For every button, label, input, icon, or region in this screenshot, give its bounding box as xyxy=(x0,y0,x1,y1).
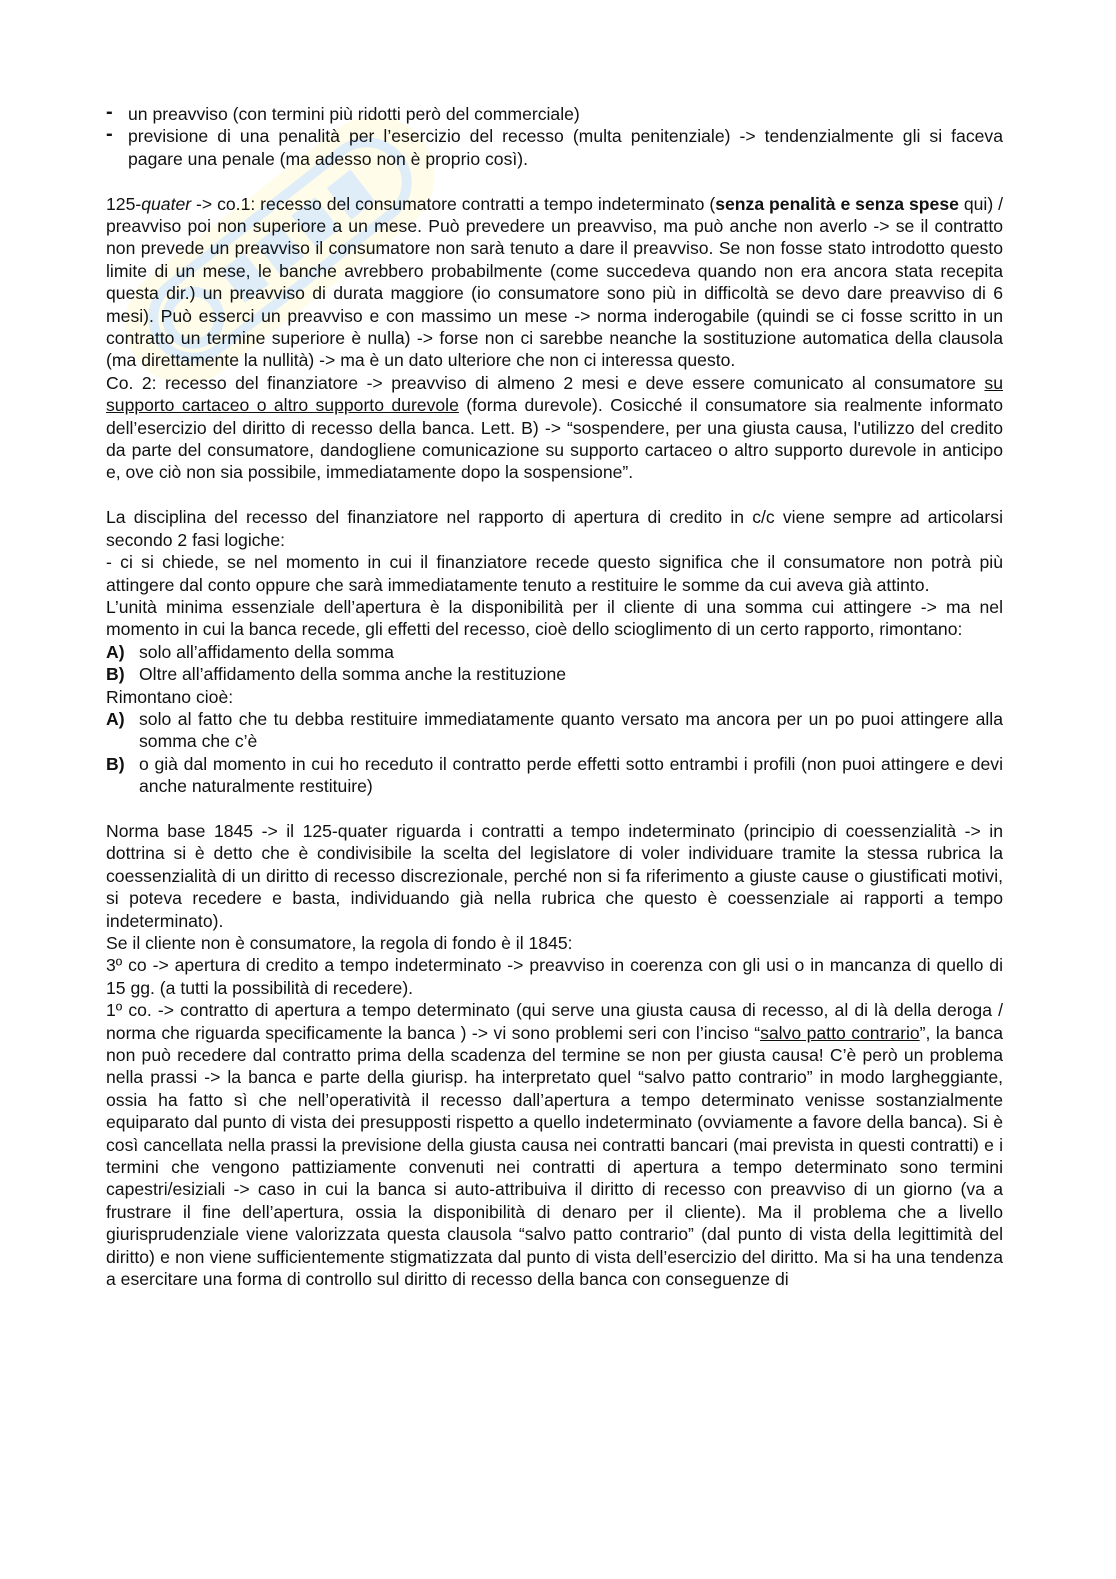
list-item-preavviso: - un preavviso (con termini più ridotti però del commerciale) xyxy=(106,103,1003,125)
list-item-penalita: - previsione di una penalità per l’esercizio del recesso (multa penitenziale) -> tendenzialmente gli si faceva pagare una penale (ma adesso non è proprio così). xyxy=(106,125,1003,170)
paragraph-rimontano: Rimontano cioè: xyxy=(106,686,234,707)
document-page xyxy=(106,103,1003,1290)
list-item-a: A) solo al fatto che tu debba restituire immediatamente quanto versato ma ancora per un po puoi attingere alla somma che c’è xyxy=(106,708,1003,752)
list-item-b: B) o già dal momento in cui ho receduto il contratto perde effetti sotto entrambi i profili (non puoi attingere e devi anche naturalmente restituire) xyxy=(106,753,1003,797)
paragraph-disciplina: La disciplina del recesso del finanziatore nel rapporto di apertura di credito in c/c viene sempre ad articolarsi secondo 2 fasi logiche: xyxy=(106,507,1003,550)
list-item-a: A) solo all’affidamento della somma xyxy=(106,641,394,662)
paragraph-125-quater-co1: 125-quater -> co.1: recesso del consumatore contratti a tempo indeterminato (senza penalità e senza spese qui) / preavviso poi non superiore a un mese. Può prevedere un preavviso, ma può anche non averlo -> se il contratto non prevede un preavviso il consumatore non sarà tenuto a dare il preavviso. Se non fosse stato introdotto questo limite di un mese, le banche avrebbero probabilmente (come succedeva quando non era ancora stata recepita questa dir.) un preavviso di durata maggiore (io consumatore sono più in difficoltà se devo dare preavviso di 6 mesi). Può esserci un preavviso e con massimo un mese -> norma inderogabile (quindi se ci fosse scritto in un contratto un termine superiore è nulla) -> forse non ci sarebbe neanche la sostituzione automatica della clausola (ma direttamente la nullità) -> ma è un dato ulteriore che non ci interessa questo. xyxy=(106,193,1003,371)
list-item-b: B) Oltre all’affidamento della somma anche la restituzione xyxy=(106,664,567,685)
paragraph-cliente-non-consumatore: Se il cliente non è consumatore, la regola di fondo è il 1845: xyxy=(106,932,573,953)
paragraph-unita-minima: L’unità minima essenziale dell’apertura è la disponibilità per il cliente di una somma cui attingere -> ma nel momento in cui la banca recede, gli effetti del recesso, cioè dello scioglimento di un certo rapporto, rimontano: xyxy=(106,596,1003,640)
paragraph-co2: Co. 2: recesso del finanziatore -> preavviso di almeno 2 mesi e deve essere comunicato al consumatore su supporto cartaceo o altro supporto durevole (forma durevole). Cosicché il consumatore sia realmente informato dell’esercizio del diritto di recesso della banca. Lett. B) -> “sospendere, per una giusta causa, l'utilizzo del credito da parte del consumatore, dandogliene comunicazione su supporto cartaceo o altro supporto durevole in anticipo e, ove ciò non sia possibile, immediatamente dopo la sospensione”. xyxy=(106,372,1004,483)
paragraph-norma-base: Norma base 1845 -> il 125-quater riguarda i contratti a tempo indeterminato (principio di coessenzialità -> in dottrina si è detto che è condivisibile la scelta del legislatore di voler individuare tramite la stessa rubrica la coessenzialità di un diritto di recesso discrezionale, perché non si fa riferimento a giuste cause o giustificati motivi, si poteva recedere e basta, individuando già nella rubrica che questo è coessenziale ai rapporti a tempo indeterminato). xyxy=(106,820,1003,931)
paragraph-1-co: 1º co. -> contratto di apertura a tempo determinato (qui serve una giusta causa di recesso, al di là della deroga / norma che riguarda specificamente la banca ) -> vi sono problemi seri con l’inciso “salvo patto contrario”, la banca non può recedere dal contratto prima della scadenza del termine se non per giusta causa! C’è però un problema nella prassi -> la banca e parte della giurisp. ha interpretato quel “salvo patto contrario” in modo largheggiante, ossia ha fatto sì che nell’operatività il recesso dall’apertura a tempo determinato venisse sostanzialmente equiparato dal punto di vista dei presupposti rispetto a quello indeterminato (ovviamente a favore della banca). Si è così cancellata nella prassi la previsione della giusta causa nei contratti bancari (mai prevista in questi contratti) e i termini che vengono pattiziamente convenuti nei contratti di apertura a tempo determinato sono termini capestri/esiziali -> caso in cui la banca si auto-attribuiva il diritto di recesso con preavviso di un giorno (va a frustrare il fine dell’apertura, ossia la disponibilità di denaro per il cliente). Ma il problema che a livello giurisprudenziale viene valorizzata questa clausola “salvo patto contrario” (dal punto di vista della legittimità del diritto) e non viene sufficientemente stigmatizzata dal punto di vista dell’esercizio del diritto. Ma si ha una tendenza a esercitare una forma di controllo sul diritto di recesso della banca con conseguenze di xyxy=(106,1000,1003,1290)
paragraph-fase-logica: - ci si chiede, se nel momento in cui il finanziatore recede questo significa che il consumatore non potrà più attingere dal conto oppure che sarà immediatamente tenuto a restituire le somme da cui aveva già attinto. xyxy=(106,552,1003,595)
paragraph-3-co: 3º co -> apertura di credito a tempo indeterminato -> preavviso in coerenza con gli usi o in mancanza di quello di 15 gg. (a tutti la possibilità di recedere). xyxy=(106,955,1003,998)
